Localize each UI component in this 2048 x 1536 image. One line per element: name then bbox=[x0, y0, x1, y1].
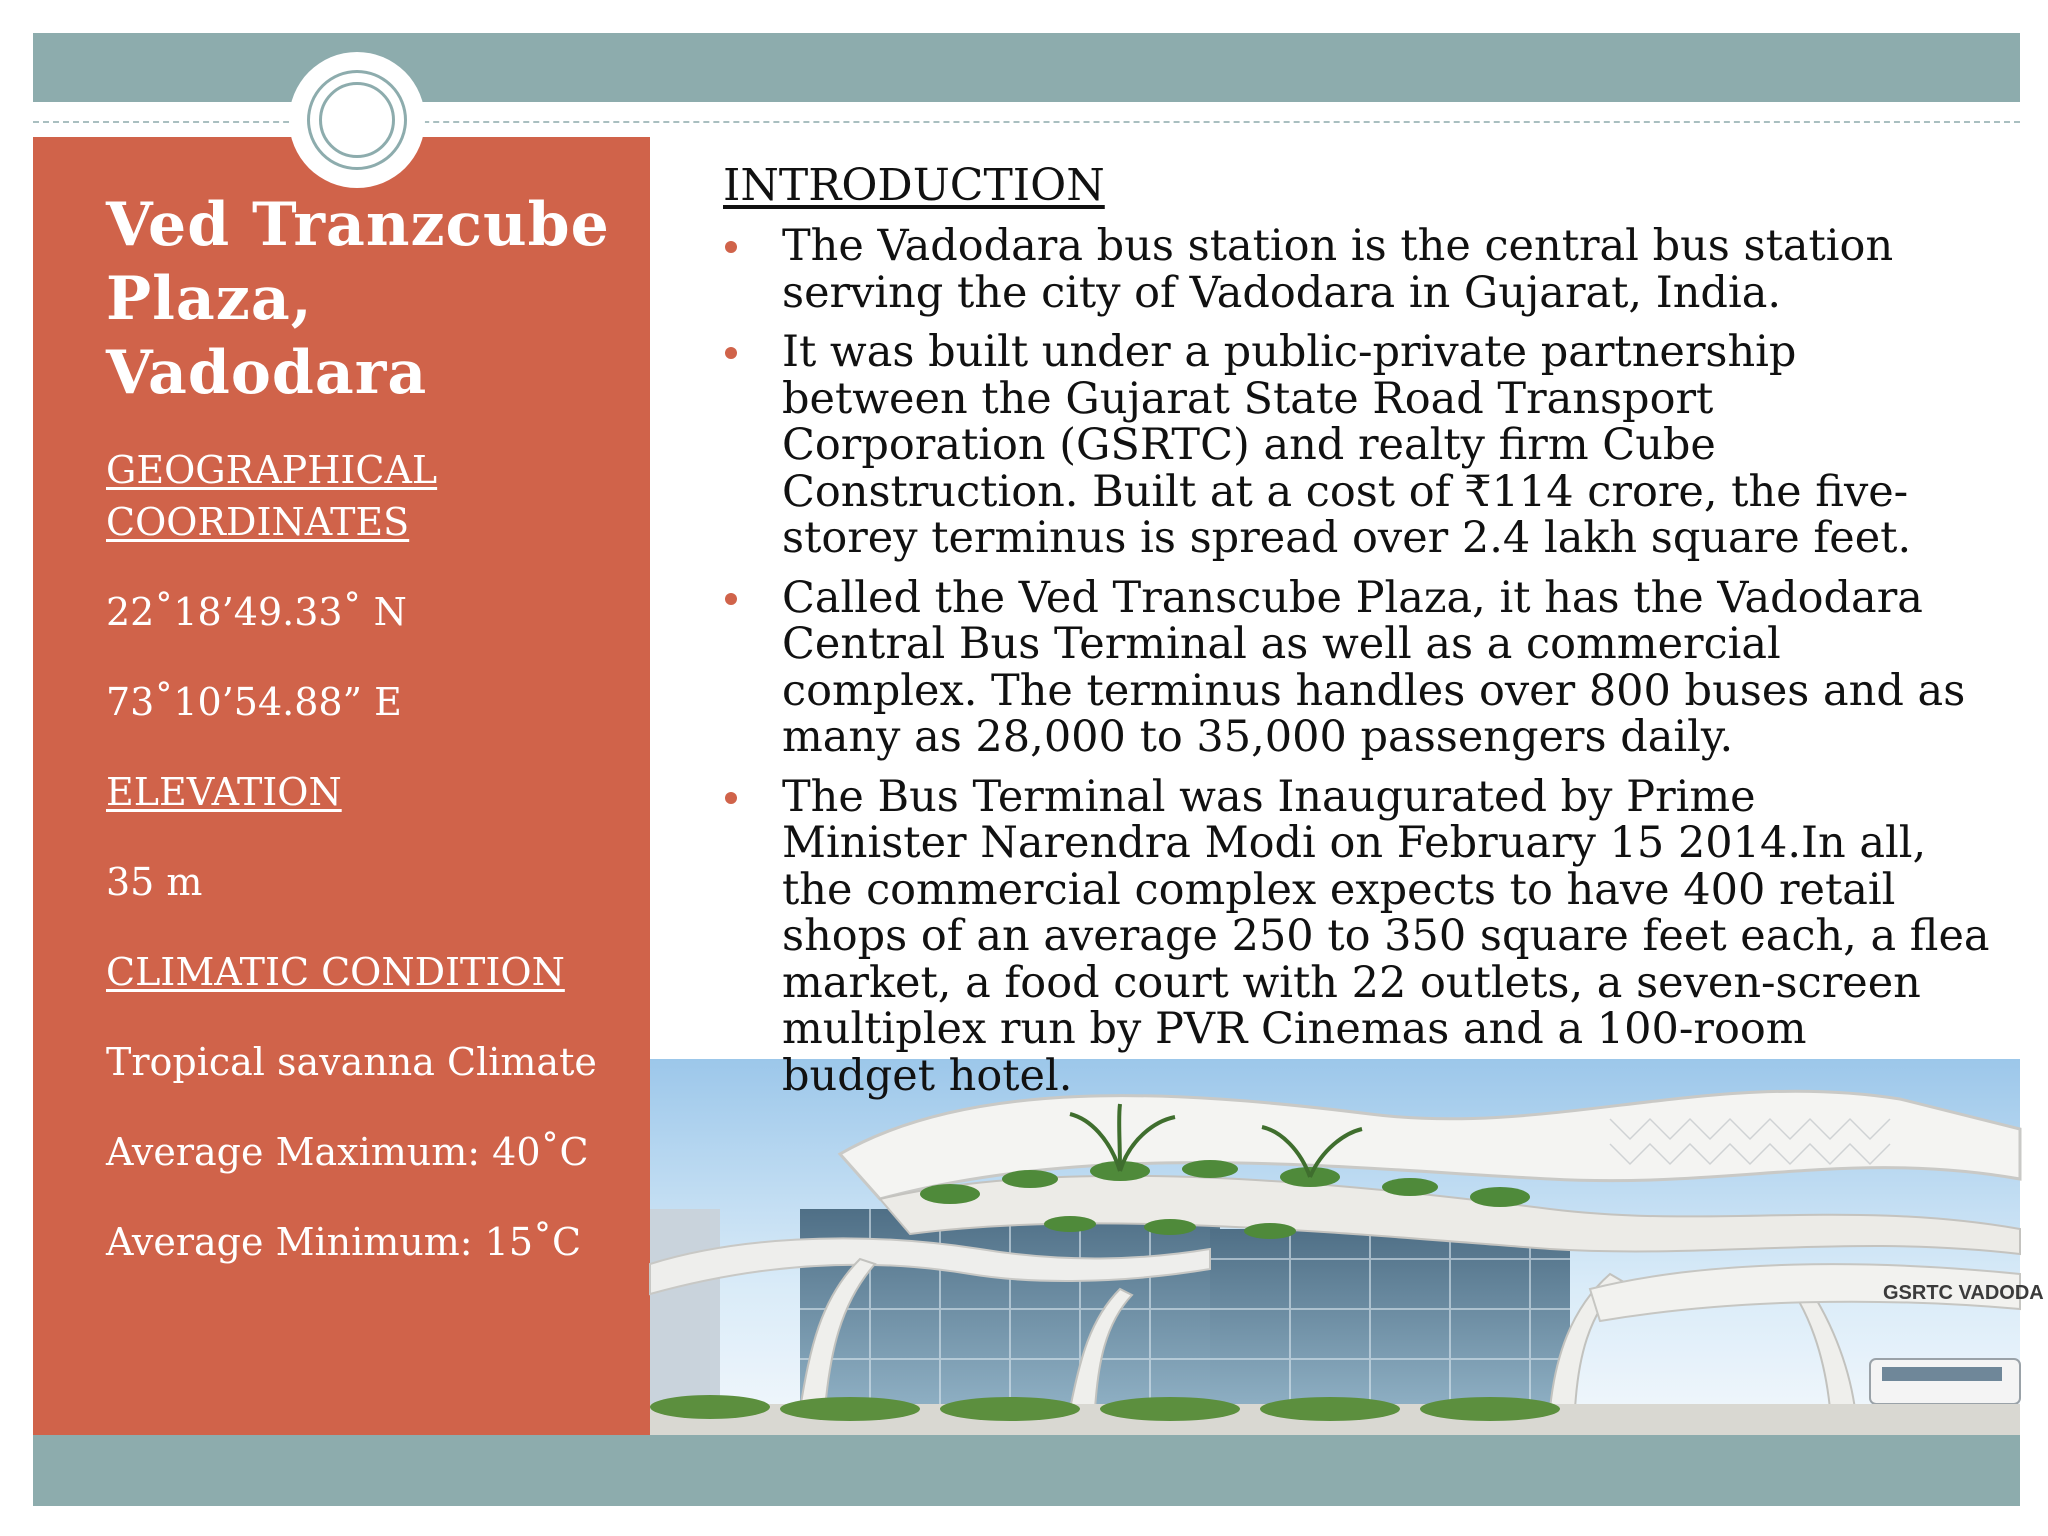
left-content bbox=[106, 188, 646, 1268]
bullet-line: The Vadodara bus station is the central bus station bbox=[782, 221, 1894, 271]
bullet-line: Construction. Built at a cost of ₹114 crore, the five- bbox=[782, 466, 1909, 517]
climate-heading: CLIMATIC CONDITION bbox=[106, 950, 565, 994]
bullet-line: It was built under a public-private partnership bbox=[782, 327, 1797, 377]
bullet-line: serving the city of Vadodara in Gujarat, India. bbox=[782, 267, 1782, 318]
introduction-section bbox=[723, 161, 1993, 1112]
bullet-line: between the Gujarat State Road Transport bbox=[782, 373, 1714, 424]
title-line-2: Plaza, bbox=[106, 264, 313, 334]
circle-ornament-icon bbox=[289, 52, 425, 188]
bullet-line: Called the Ved Transcube Plaza, it has the Vadodara bbox=[782, 572, 1923, 623]
geo-heading bbox=[106, 444, 646, 548]
latitude: 22˚18’49.33˚ N bbox=[106, 590, 407, 634]
geo-heading-line-2: COORDINATES bbox=[106, 500, 410, 544]
avg-max: Average Maximum: 40˚C bbox=[106, 1130, 589, 1174]
bullet-item bbox=[723, 572, 1993, 762]
building-sign: GSRTC VADODA bbox=[1883, 1282, 2044, 1304]
title-line-3: Vadodara bbox=[106, 338, 428, 408]
bullet-dot-icon bbox=[725, 792, 737, 804]
bullet-line: complex. The terminus handles over 800 buses and as bbox=[782, 665, 1966, 716]
bullet-line: Central Bus Terminal as well as a commercial bbox=[782, 619, 1781, 669]
bullet-line: many as 28,000 to 35,000 passengers daily. bbox=[782, 712, 1734, 762]
bullet-line: Corporation (GSRTC) and realty firm Cube bbox=[782, 420, 1716, 470]
bullet-line: The Bus Terminal was Inaugurated by Prime bbox=[782, 771, 1756, 822]
bullet-list bbox=[723, 223, 1993, 1099]
slide bbox=[33, 33, 2044, 1506]
bullet-dot-icon bbox=[725, 593, 737, 605]
elevation-value: 35 m bbox=[106, 860, 203, 904]
bus-terminal-image bbox=[650, 1059, 2044, 1435]
bullet-line: budget hotel. bbox=[782, 1050, 1073, 1101]
circle-ring-inner bbox=[319, 82, 395, 158]
slide-title bbox=[106, 188, 646, 410]
avg-min: Average Minimum: 15˚C bbox=[106, 1220, 582, 1264]
longitude: 73˚10’54.88” E bbox=[106, 680, 402, 724]
bullet-dot-icon bbox=[725, 347, 737, 359]
bullet-line: the commercial complex expects to have 400 retail bbox=[782, 864, 1896, 915]
introduction-heading: INTRODUCTION bbox=[723, 160, 1105, 211]
climate-type: Tropical savanna Climate bbox=[106, 1040, 597, 1084]
bullet-dot-icon bbox=[725, 241, 737, 253]
bullet-item bbox=[723, 223, 1993, 316]
bullet-line: storey terminus is spread over 2.4 lakh square feet. bbox=[782, 513, 1912, 563]
geo-heading-line-1: GEOGRAPHICAL bbox=[106, 448, 438, 492]
bullet-item bbox=[723, 329, 1993, 562]
bullet-line: multiplex run by PVR Cinemas and a 100-room bbox=[782, 1004, 1807, 1054]
bottom-band bbox=[33, 1435, 2020, 1506]
circle-ring-outer bbox=[307, 70, 407, 170]
elevation-heading: ELEVATION bbox=[106, 770, 342, 814]
bullet-line: market, a food court with 22 outlets, a seven-screen bbox=[782, 957, 1921, 1008]
bullet-item bbox=[723, 771, 1993, 1101]
title-line-1: Ved Tranzcube bbox=[106, 190, 610, 260]
bullet-line: shops of an average 250 to 350 square feet each, a flea bbox=[782, 911, 1990, 961]
bullet-line: Minister Narendra Modi on February 15 2014.In all, bbox=[782, 818, 1927, 868]
